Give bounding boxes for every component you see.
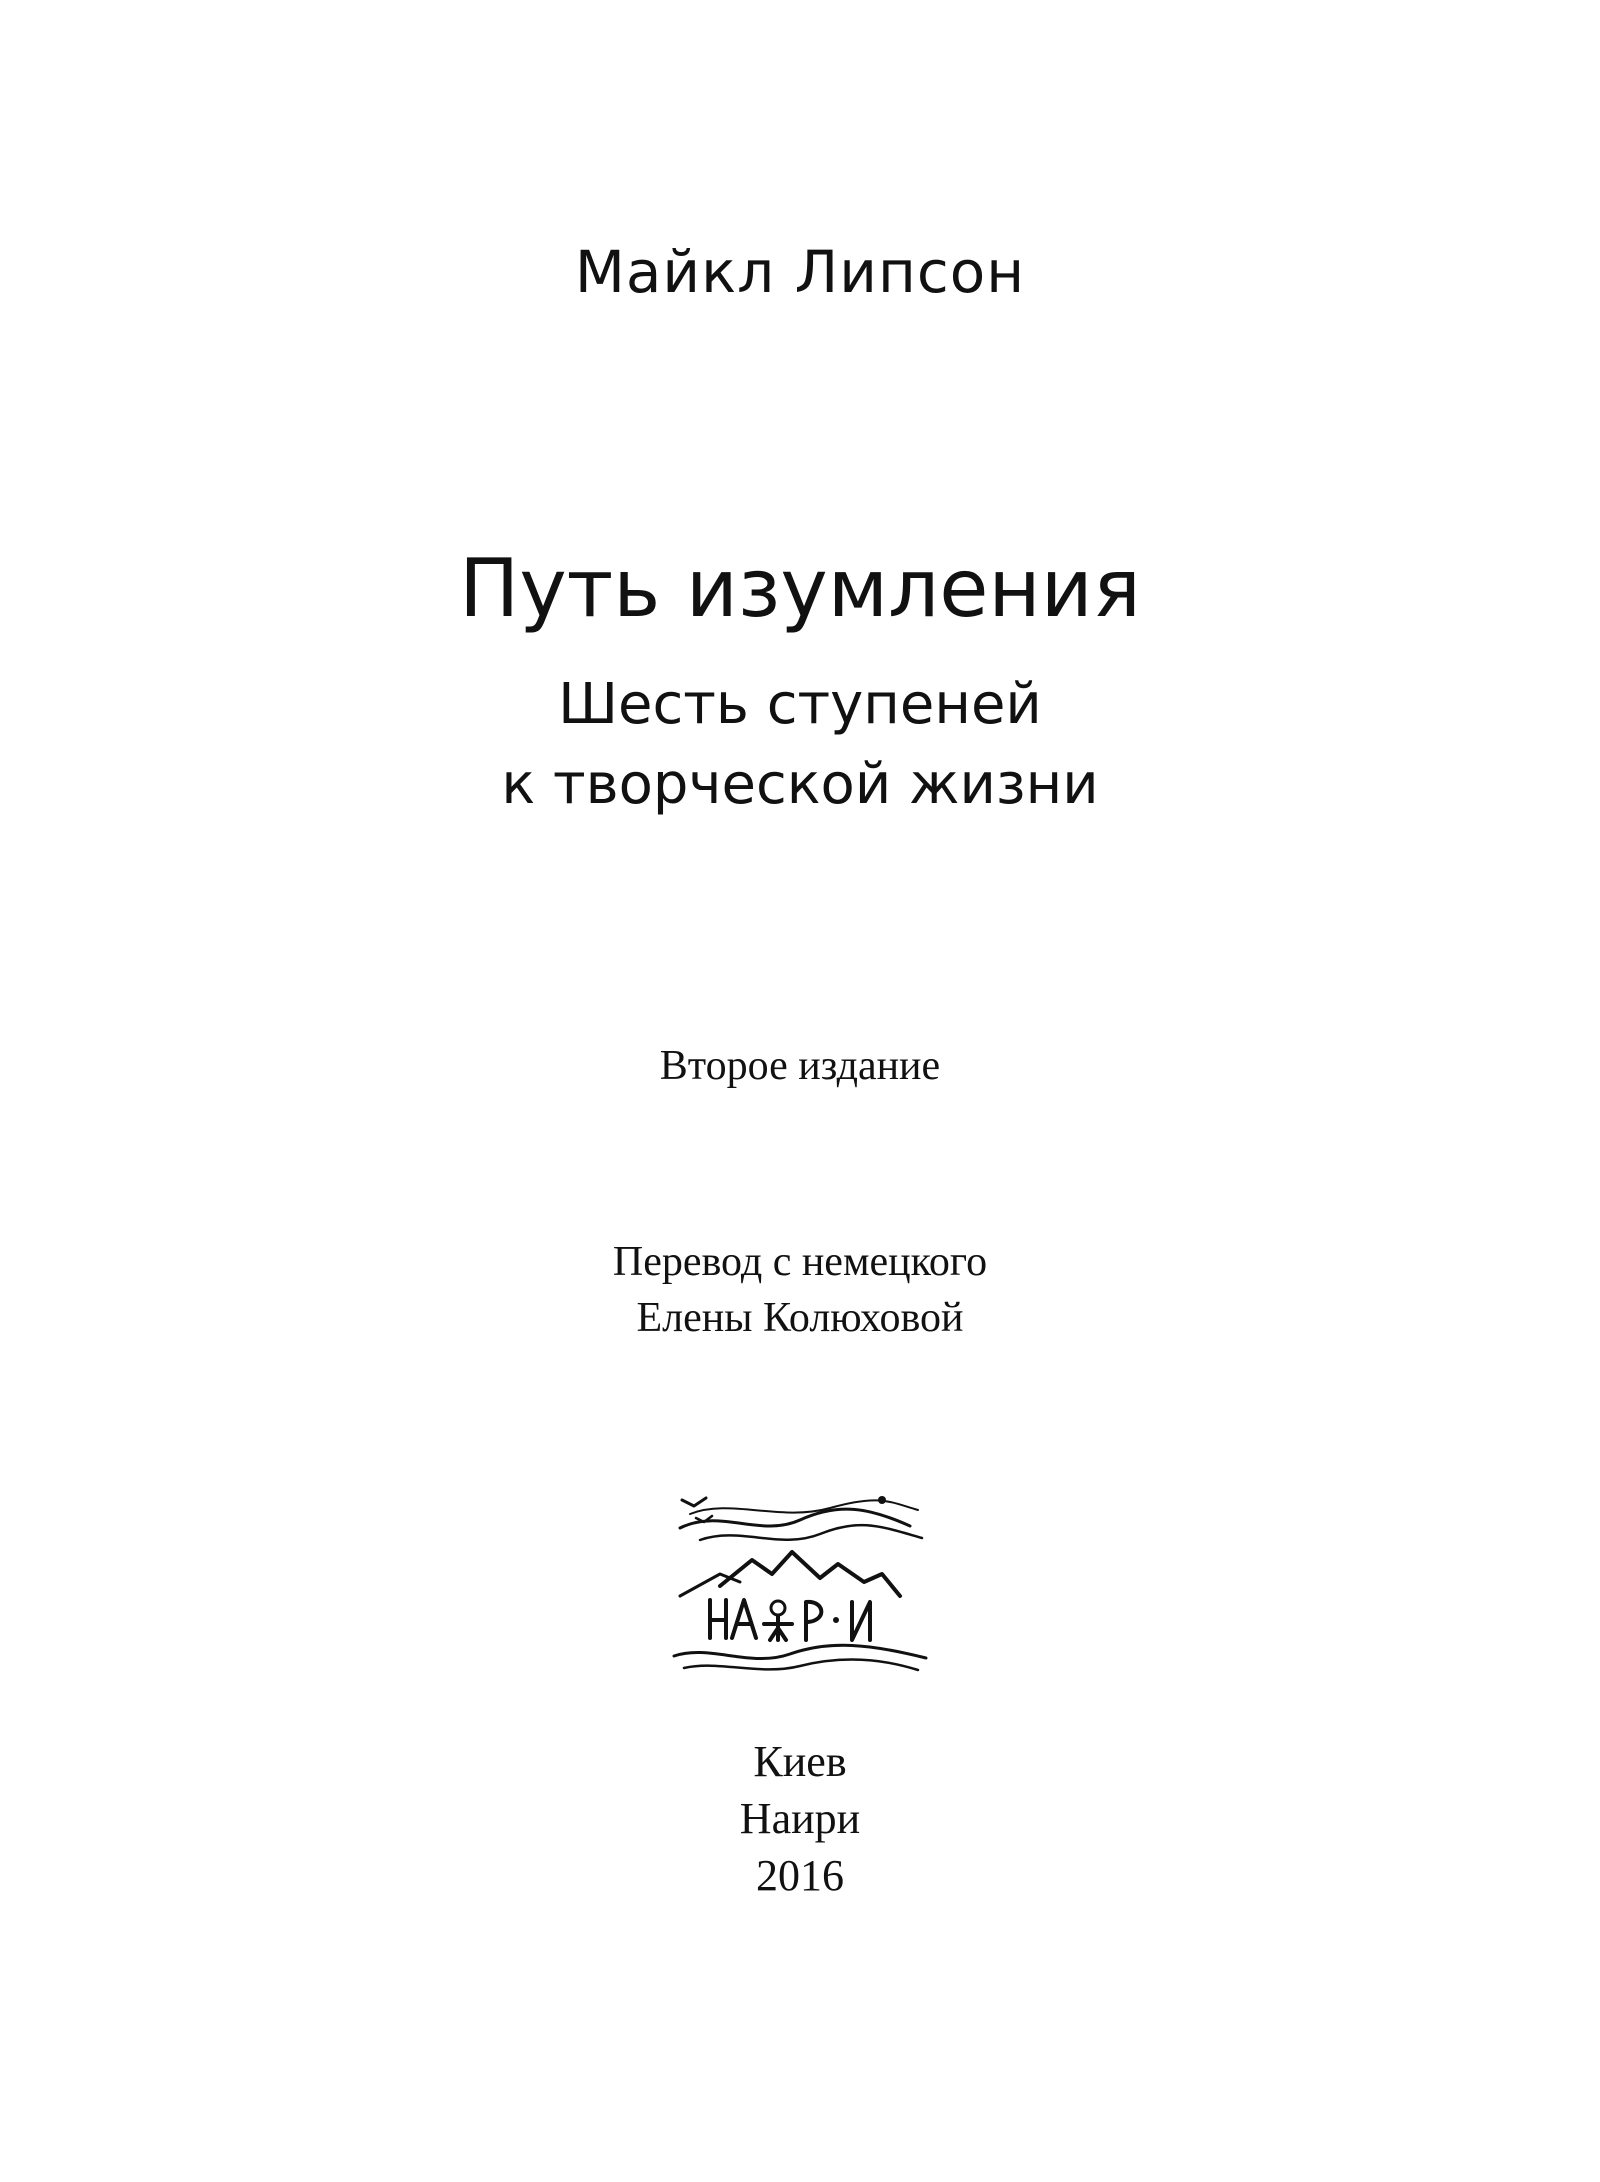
translation-credit-line-1: Перевод с немецкого xyxy=(612,1239,988,1285)
translation-credit-line-2: Елены Колюховой xyxy=(636,1295,964,1341)
author-name: Майкл Липсон xyxy=(574,238,1026,306)
edition-note: Второе издание xyxy=(659,1043,941,1089)
book-subtitle-line-2: к творческой жизни xyxy=(501,752,1099,817)
book-title: Путь изумления xyxy=(459,542,1141,635)
book-subtitle-line-1: Шесть ступеней xyxy=(558,672,1042,737)
imprint-city: Киев xyxy=(753,1737,847,1786)
imprint-publisher: Наири xyxy=(739,1794,861,1843)
imprint-year: 2016 xyxy=(756,1851,844,1900)
publisher-logo-icon xyxy=(660,1478,940,1678)
